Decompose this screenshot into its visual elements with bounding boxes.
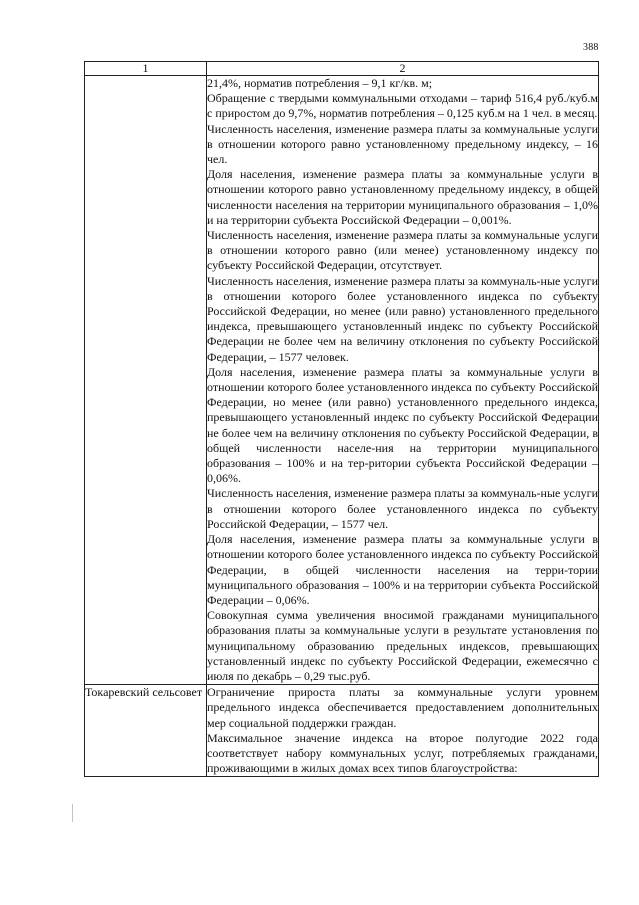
- column-header-1: 1: [85, 62, 207, 76]
- scan-mark: [72, 804, 73, 822]
- paragraph: Численность населения, изменение размера платы за коммуналь-ные услуги в отношении которого более установленного индекса по субъекту Российской Федерации, – 1577 чел.: [207, 486, 599, 531]
- table-row: [85, 685, 599, 777]
- table-header-row: [85, 62, 599, 76]
- page-number: 388: [583, 42, 599, 53]
- description-cell: [207, 685, 599, 777]
- paragraph: 21,4%, норматив потребления – 9,1 кг/кв. м;: [207, 76, 433, 90]
- document-table: [84, 61, 599, 777]
- paragraph: Совокупная сумма увеличения вносимой гражданами муниципального образования платы за коммунальные услуги в результате установления по муниципальному образованию предельных индексов, превышающих установленный индекс по субъекту Российской Федерации, ежемесячно с июля по декабрь – 0,29 тыс.руб.: [207, 608, 598, 683]
- column-header-2: 2: [207, 62, 599, 76]
- paragraph: Численность населения, изменение размера платы за коммуналь-ные услуги в отношении которого более установленного индекса по субъекту Российской Федерации, но менее (или равно) установленного предельного индекса, превышающего установленный индекс по субъекту Российской Федерации не более чем на величину отклонения по субъекту Российской Федерации, – 1577 человек.: [207, 273, 599, 364]
- paragraph: Численность населения, изменение размера платы за коммунальные услуги в отношении которого равно (или менее) установленному индексу по субъекту Российской Федерации, отсутствует.: [207, 228, 598, 273]
- description-cell: [207, 76, 599, 685]
- paragraph: Обращение с твердыми коммунальными отходами – тариф 516,4 руб./куб.м с приростом до 9,7%, норматив потребления – 0,125 куб.м на 1 чел. в месяц.: [207, 91, 598, 121]
- paragraph: Максимальное значение индекса на второе полугодие 2022 года соответствует набору коммунальных услуг, потребляемых гражданами, проживающими в жилых домах всех типов благоустройства:: [207, 730, 598, 776]
- paragraph: Доля населения, изменение размера платы за коммунальные услуги в отношении которого более установленного индекса по субъекту Российской Федерации, но менее (или равно) установленного предельного индекса, превышающего установленный индекс по субъекту Российской Федерации не более чем на величину отклонения по субъекту Российской Федерации, в общей численности населе-ния на территории муниципального образования – 100% и на тер-ритории субъекта Российской Федерации – 0,06%.: [207, 364, 598, 486]
- municipality-cell: [85, 76, 207, 685]
- paragraph: Доля населения, изменение размера платы за коммунальные услуги в отношении которого равно установленному предельному индексу, в общей численности населения на территории муниципального образования – 1,0% и на территории субъекта Российской Федерации – 0,001%.: [207, 167, 598, 227]
- paragraph: Доля населения, изменение размера платы за коммунальные услуги в отношении которого более установленного индекса по субъекту Российской Федерации, в общей численности населения на терри-тории муниципального образования – 100% и на территории субъекта Российской Федерации – 0,06%.: [207, 532, 598, 607]
- municipality-cell: Токаревский сельсовет: [85, 685, 207, 777]
- paragraph: Ограничение прироста платы за коммунальные услуги уровнем предельного индекса обеспечивается предоставлением дополнительных мер социальной поддержки граждан.: [207, 685, 598, 730]
- paragraph: Численность населения, изменение размера платы за коммунальные услуги в отношении которого равно установленному предельному индексу, – 16 чел.: [207, 121, 598, 167]
- table-row: [85, 76, 599, 685]
